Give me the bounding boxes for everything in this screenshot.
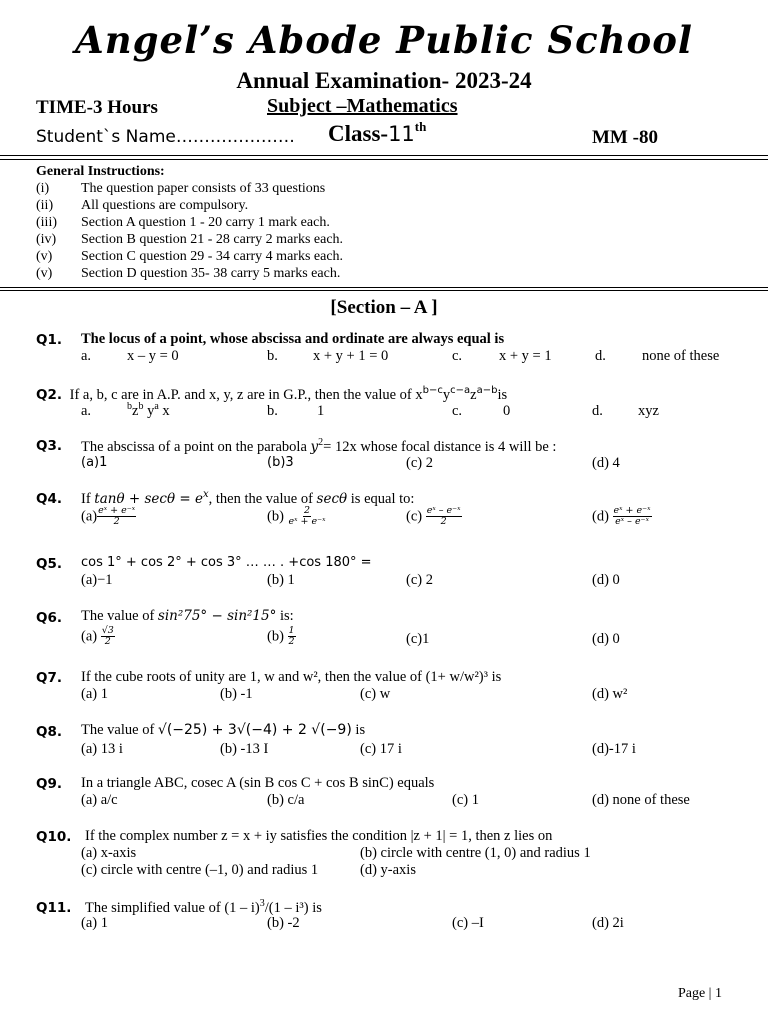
instruction-text: Section A question 1 - 20 carry 1 mark each.: [81, 215, 330, 230]
denominator: 2: [288, 636, 295, 648]
option: (d) y-axis: [360, 862, 416, 878]
math-expression: tanθ + secθ = e: [94, 490, 203, 507]
question-number: Q3.: [36, 438, 62, 454]
option-c: [406, 506, 462, 528]
exponent: a−b: [476, 385, 498, 396]
question-text-part: is equal to:: [347, 490, 415, 507]
instructions-heading: General Instructions:: [36, 164, 165, 179]
math-expression: y: [310, 438, 319, 455]
exponent: b: [127, 401, 132, 412]
question-text: If the cube roots of unity are 1, w and w², then the value of (1+ w/w²)³ is: [81, 669, 502, 685]
option-b: [267, 506, 327, 528]
question-number: Q4.: [36, 491, 62, 507]
student-name-field: Student`s Name…………………: [36, 127, 295, 147]
instructions-rule-bottom: [0, 290, 768, 291]
option: (d)-17 i: [592, 741, 636, 757]
fraction: [97, 506, 136, 528]
header-rule-bottom: [0, 159, 768, 160]
math-expression: secθ: [316, 490, 348, 507]
option: (b)3: [267, 455, 294, 470]
question-number: Q1.: [36, 332, 62, 348]
option: (a)1: [81, 455, 108, 470]
question-text-part: The abscissa of a point on the parabola: [81, 438, 311, 455]
denominator: eˣ + e⁻ˣ: [288, 516, 326, 528]
option-text: x + y = 1: [499, 348, 552, 364]
option-label: (d): [592, 508, 613, 525]
exponent: x: [202, 489, 209, 500]
exponent: a: [154, 401, 159, 412]
question-tail: is: [497, 386, 508, 403]
question-text: The locus of a point, whose abscissa and ordinate are always equal is: [81, 331, 505, 347]
question-number: Q7.: [36, 670, 62, 686]
math-expression: sin²75° − sin²15°: [157, 608, 277, 624]
option-text: xyz: [638, 403, 659, 419]
option-label: b.: [267, 403, 278, 419]
option-text: [127, 401, 170, 420]
header-rule-top: [0, 155, 768, 156]
denominator: 2: [104, 636, 111, 648]
option: (c)1: [406, 631, 430, 647]
instruction-text: Section B question 21 - 28 carry 2 marks each.: [81, 232, 344, 247]
question-text-part: = 12x whose focal distance is 4 will be :: [323, 438, 557, 455]
instruction-text: All questions are compulsory.: [81, 198, 249, 213]
option: (a) 1: [81, 915, 108, 931]
instruction-num: (i): [36, 181, 50, 196]
option-label: c.: [452, 403, 463, 419]
question-text-part: The value of: [81, 608, 158, 624]
instructions-rule-top: [0, 287, 768, 288]
variable: z: [470, 386, 477, 403]
exponent: c−a: [450, 385, 471, 396]
class-label: [328, 118, 427, 147]
option: (c) –I: [452, 915, 484, 931]
option: (d) 4: [592, 455, 620, 471]
question-text: In a triangle ABC, cosec A (sin B cos C + cos B sinC) equals: [81, 775, 435, 791]
class-number: 11: [388, 122, 415, 146]
option: (d) w²: [592, 686, 628, 702]
option-a: [81, 626, 115, 648]
question-text-part: is: [351, 722, 366, 738]
option-label: b.: [267, 348, 278, 364]
question-number: Q8.: [36, 724, 62, 740]
option-b: [267, 626, 296, 648]
question-text: If a, b, c are in A.P. and x, y, z are in G.P., then the value of x: [69, 386, 423, 403]
option: (a) 1: [81, 686, 108, 702]
option-label: (b): [267, 628, 288, 645]
question-number: Q6.: [36, 610, 62, 626]
numerator: 2: [304, 505, 311, 516]
instruction-num: (iii): [36, 215, 57, 230]
class-superscript: th: [414, 118, 427, 134]
option: (d) 2i: [592, 915, 624, 931]
denominator: eˣ – e⁻ˣ: [615, 516, 649, 528]
option: (b) circle with centre (1, 0) and radius 1: [360, 845, 591, 861]
question-number: Q9.: [36, 776, 62, 792]
instruction-text: Section C question 29 - 34 carry 4 marks each.: [81, 249, 344, 264]
option-label: a.: [81, 403, 92, 419]
question-text-part: If: [81, 490, 95, 507]
exam-time: TIME-3 Hours: [36, 97, 158, 118]
question-number: Q10.: [36, 829, 72, 845]
instruction-num: (ii): [36, 198, 54, 213]
question-2: [36, 385, 507, 404]
option: (b) -13 I: [220, 741, 269, 757]
option-label: d.: [592, 403, 603, 419]
numerator: eˣ – e⁻ˣ: [426, 505, 461, 516]
option: (b) -1: [220, 686, 253, 702]
variable: z: [132, 402, 139, 419]
numerator: √3: [101, 625, 114, 636]
option: (b) c/a: [267, 792, 305, 808]
option: (a)−1: [81, 572, 113, 588]
option: (c) 2: [406, 572, 433, 588]
option-label: (a): [81, 628, 101, 645]
question-text: [81, 437, 556, 456]
question-text: [85, 898, 322, 917]
variable: x: [158, 402, 170, 419]
question-number: Q2.: [36, 386, 62, 403]
option-label: d.: [595, 348, 606, 364]
numerator: eˣ + e⁻ˣ: [613, 505, 651, 516]
question-text-part: The value of: [81, 722, 158, 738]
fraction: [426, 506, 462, 528]
question-text-part: , then the value of: [208, 490, 317, 507]
math-expression: √(−25) + 3√(−4) + 2 √(−9): [157, 722, 352, 738]
fraction: [613, 506, 652, 528]
option-label: a.: [81, 348, 92, 364]
section-heading: [Section – A ]: [330, 297, 438, 318]
variable: y: [143, 402, 155, 419]
option-text: x – y = 0: [127, 348, 179, 364]
subject: Subject –Mathematics: [267, 95, 458, 117]
option: (a) x-axis: [81, 845, 137, 861]
page-number: Page | 1: [677, 986, 722, 1001]
exam-title: Annual Examination- 2023-24: [236, 68, 532, 93]
instruction-num: (v): [36, 266, 53, 281]
instruction-text: The question paper consists of 33 questions: [81, 181, 326, 196]
option: (c) 1: [452, 792, 479, 808]
question-text: If the complex number z = x + iy satisfies the condition |z + 1| = 1, then z lies on: [85, 828, 553, 844]
option-label: c.: [452, 348, 463, 364]
exponent: b−c: [422, 385, 443, 396]
instruction-num: (v): [36, 249, 53, 264]
option: (c) 17 i: [360, 741, 402, 757]
option-label: (c): [406, 508, 426, 525]
numerator: eˣ + e⁻ˣ: [98, 505, 136, 516]
question-text: [81, 722, 365, 739]
school-name: Angel’s Abode Public School: [75, 18, 693, 62]
max-marks: MM -80: [592, 127, 658, 148]
numerator: 1: [288, 625, 295, 636]
fraction: [101, 626, 115, 648]
question-text: cos 1° + cos 2° + cos 3° … … . +cos 180° =: [81, 555, 372, 570]
question-text-part: is:: [276, 608, 294, 624]
instruction-num: (iv): [36, 232, 57, 247]
question-text: [81, 608, 294, 625]
option: (d) none of these: [592, 792, 690, 808]
option: (d) 0: [592, 572, 620, 588]
option-label: (b): [267, 508, 288, 525]
fraction: [288, 626, 296, 648]
option: (a) a/c: [81, 792, 118, 808]
denominator: 2: [440, 516, 447, 528]
fraction: [288, 506, 327, 528]
option-text: x + y + 1 = 0: [313, 348, 389, 364]
question-number: Q5.: [36, 556, 62, 572]
exponent: 3: [259, 898, 265, 909]
option: (d) 0: [592, 631, 620, 647]
question-text-part: The simplified value of (1 – i): [85, 899, 260, 916]
instruction-text: Section D question 35- 38 carry 5 marks each.: [81, 266, 341, 281]
question-text-part: /(1 – i³) is: [264, 899, 322, 916]
option: (b) 1: [267, 572, 295, 588]
option-a: [81, 506, 136, 528]
option: (c) circle with centre (–1, 0) and radius 1: [81, 862, 319, 878]
exponent: b: [138, 401, 144, 412]
option-label: (a): [81, 508, 98, 525]
option-d: [592, 506, 652, 528]
option: (b) -2: [267, 915, 300, 931]
question-number: Q11.: [36, 900, 72, 916]
option: (c) 2: [406, 455, 433, 471]
variable: y: [442, 386, 451, 403]
class-text: Class-: [328, 121, 389, 146]
option-text: 1: [317, 403, 325, 419]
denominator: 2: [113, 516, 120, 528]
option: (c) w: [360, 686, 391, 702]
exponent: 2: [318, 437, 324, 448]
option-text: 0: [503, 403, 511, 419]
option: (a) 13 i: [81, 741, 123, 757]
option-text: none of these: [642, 348, 720, 364]
